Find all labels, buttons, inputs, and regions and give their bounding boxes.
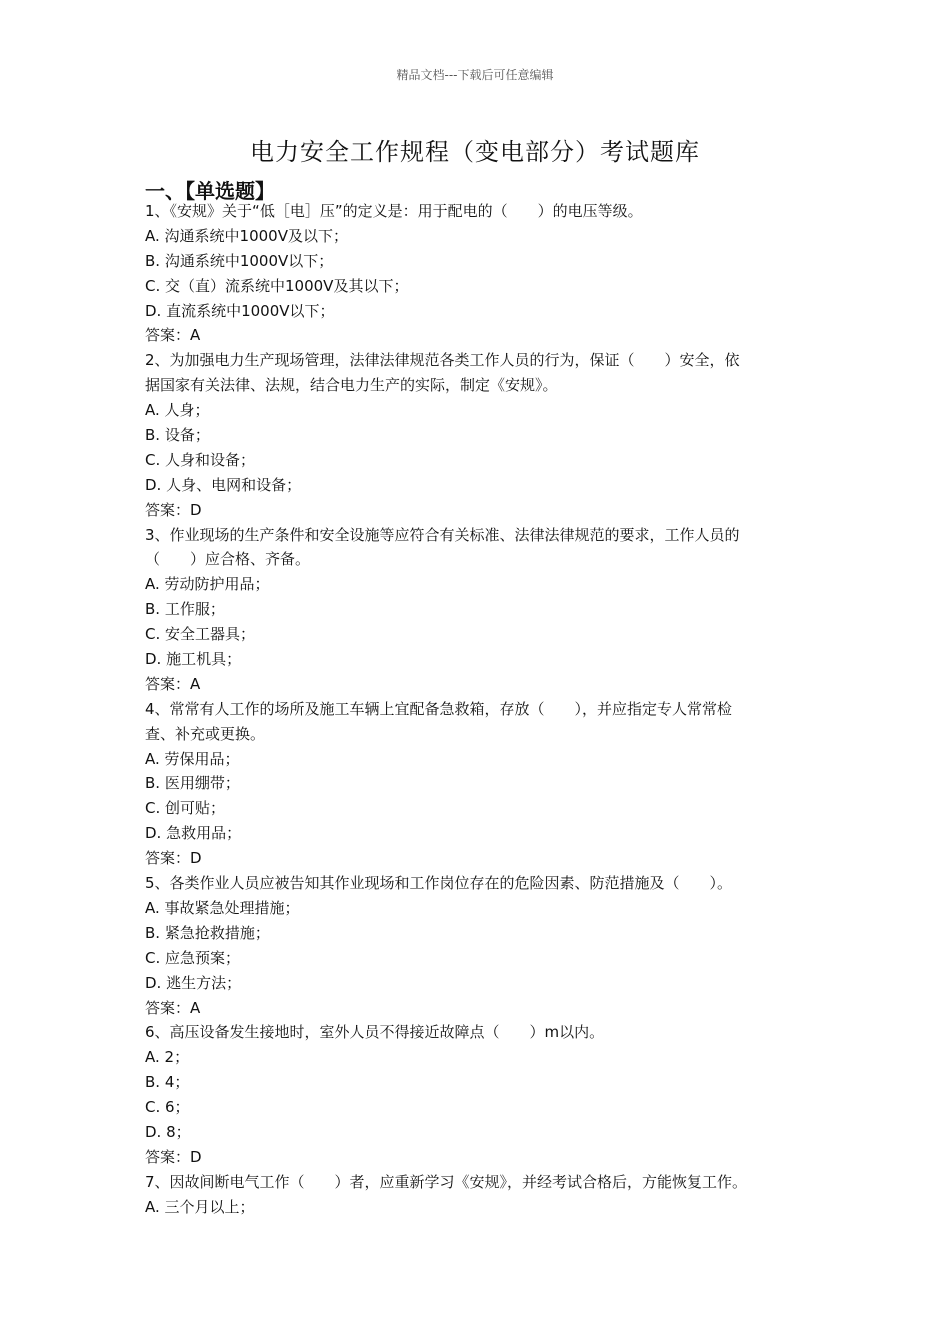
text-line: 4、常常有人工作的场所及施工车辆上宜配备急救箱，存放（ ），并应指定专人常常检 (145, 699, 733, 718)
text-line: A. 人身； (145, 401, 210, 420)
text-line: B. 医用绷带； (145, 774, 240, 793)
text-line: D. 直流系统中1000V以下； (145, 301, 335, 320)
text-line: A. 三个月以上； (145, 1197, 255, 1216)
section-heading: 一、【单选题】 (145, 179, 275, 203)
text-line: 2、为加强电力生产现场管理，法律法律规范各类工作人员的行为，保证（ ）安全，依 (145, 351, 740, 370)
text-line: C. 6； (145, 1098, 190, 1117)
text-line: D. 8； (145, 1122, 191, 1141)
answer-line: 答案：A (145, 326, 201, 345)
document-title: 电力安全工作规程（变电部分）考试题库 (250, 138, 700, 166)
answer-line: 答案：A (145, 998, 201, 1017)
text-line: D. 人身、电网和设备； (145, 475, 302, 494)
text-line: C. 安全工器具； (145, 625, 256, 644)
text-line: C. 交（直）流系统中1000V及其以下； (145, 276, 409, 295)
text-line: A. 沟通系统中1000V及以下； (145, 226, 348, 245)
text-line: 6、高压设备发生接地时，室外人员不得接近故障点（ ）m以内。 (145, 1023, 605, 1042)
answer-line: 答案：D (145, 849, 202, 868)
question-list (145, 199, 825, 1220)
text-line: 7、因故间断电气工作（ ）者，应重新学习《安规》，并经考试合格后，方能恢复工作。 (145, 1172, 748, 1191)
text-line: A. 2； (145, 1048, 190, 1067)
text-line: B. 设备； (145, 426, 210, 445)
text-line: 3、作业现场的生产条件和安全设施等应符合有关标准、法律法律规范的要求，工作人员的 (145, 525, 740, 544)
text-line: C. 应急预案； (145, 948, 241, 967)
text-line: A. 劳动防护用品； (145, 575, 270, 594)
text-line: 据国家有关法律、法规，结合电力生产的实际，制定《安规》。 (145, 376, 558, 395)
answer-line: 答案：A (145, 674, 201, 693)
answer-line: 答案：D (145, 1147, 202, 1166)
text-line: （ ）应合格、齐备。 (145, 550, 311, 569)
text-line: A. 劳保用品； (145, 749, 240, 768)
text-line: A. 事故紧急处理措施； (145, 898, 300, 917)
text-line: D. 逃生方法； (145, 973, 242, 992)
answer-line: 答案：D (145, 500, 202, 519)
text-line: B. 工作服； (145, 600, 225, 619)
text-line: D. 急救用品； (145, 824, 242, 843)
text-line: D. 施工机具； (145, 650, 242, 669)
text-line: B. 沟通系统中1000V以下； (145, 251, 334, 270)
text-line: C. 创可贴； (145, 799, 226, 818)
text-line: 查、补充或更换。 (145, 724, 266, 743)
text-line: C. 人身和设备； (145, 450, 256, 469)
text-line: 1、《安规》关于“低［电］压”的定义是：用于配电的（ ）的电压等级。 (145, 202, 643, 220)
page-header-watermark: 精品文档---下载后可任意编辑 (396, 68, 554, 82)
text-line: B. 4； (145, 1073, 190, 1092)
text-line: 5、各类作业人员应被告知其作业现场和工作岗位存在的危险因素、防范措施及（ ）。 (145, 874, 733, 893)
text-line: B. 紧急抢救措施； (145, 923, 270, 942)
